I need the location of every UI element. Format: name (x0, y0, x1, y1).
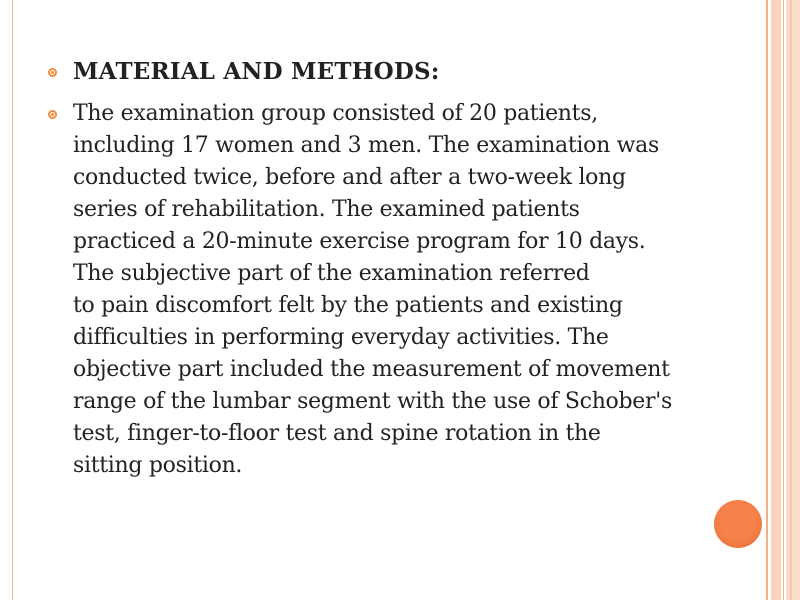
bullet-ring-icon (48, 110, 57, 119)
body-paragraph (73, 98, 748, 482)
right-stripe (771, 0, 781, 600)
body-line: series of rehabilitation. The examined patients (73, 197, 580, 222)
body-line: test, finger-to-floor test and spine rotation in the (73, 421, 601, 446)
body-line: difficulties in performing everyday activities. The (73, 325, 609, 350)
body-line: range of the lumbar segment with the use of Schober's (73, 389, 672, 414)
left-frame-line (12, 0, 13, 600)
heading-bullet (48, 56, 748, 88)
slide-heading: MATERIAL AND METHODS: (73, 58, 440, 85)
body-line: The subjective part of the examination referred (73, 261, 590, 286)
right-stripe (786, 0, 800, 600)
body-bullet (48, 98, 748, 482)
right-stripe (766, 0, 768, 600)
decorative-circle (714, 500, 762, 548)
body-line: including 17 women and 3 men. The examination was (73, 133, 659, 158)
slide-content (48, 56, 748, 492)
body-line: practiced a 20-minute exercise program for 10 days. (73, 229, 646, 254)
body-line: conducted twice, before and after a two-week long (73, 165, 626, 190)
right-stripe (783, 0, 784, 600)
body-line: objective part included the measurement of movement (73, 357, 670, 382)
body-line: to pain discomfort felt by the patients and existing (73, 293, 623, 318)
right-stripe (790, 0, 792, 600)
body-line: The examination group consisted of 20 patients, (73, 101, 598, 126)
bullet-ring-icon (48, 68, 57, 77)
body-line: sitting position. (73, 453, 243, 478)
